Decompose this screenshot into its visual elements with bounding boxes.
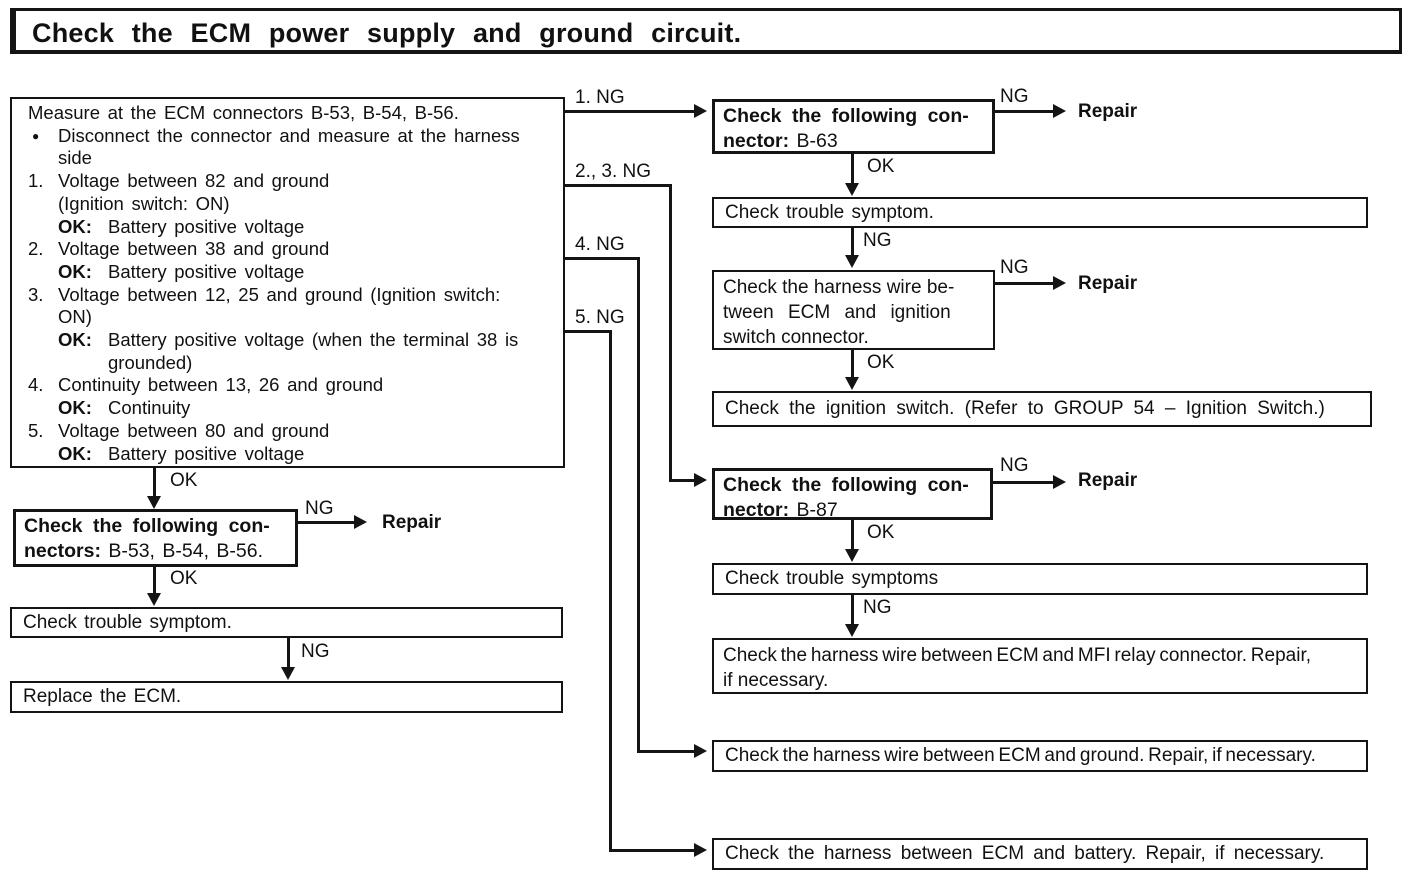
instruction-line	[12, 216, 563, 239]
arrow-down-icon	[845, 624, 859, 637]
instruction-text: Continuity between 13, 26 and ground	[58, 374, 384, 396]
flow-line	[565, 257, 640, 260]
label-ok: OK	[867, 156, 895, 177]
page-title: Check the ECM power supply and ground circuit.	[32, 18, 742, 48]
node-text: Replace the ECM.	[23, 686, 182, 707]
branch-label-2-3-ng: 2., 3. NG	[575, 161, 652, 182]
flow-line	[851, 154, 854, 185]
node-text-line: switch connector.	[723, 327, 869, 348]
node-check-trouble-symptoms	[712, 563, 1368, 595]
arrow-right-icon	[354, 515, 367, 529]
instruction-line	[12, 193, 563, 216]
instruction-line	[12, 102, 563, 125]
instruction-text: side	[58, 147, 92, 169]
flow-line	[609, 849, 696, 852]
node-text: Check the harness wire between ECM and ground. Repair, if necessary.	[725, 745, 1316, 766]
flow-line	[669, 184, 672, 482]
flow-line	[298, 521, 356, 524]
label-ng: NG	[863, 597, 892, 618]
arrow-down-icon	[147, 496, 161, 509]
node-text: Check trouble symptoms	[725, 568, 939, 589]
instruction-text: Battery positive voltage	[108, 215, 305, 237]
item-number: 5.	[28, 419, 44, 441]
label-ng: NG	[1000, 257, 1029, 278]
label-ng: NG	[301, 641, 330, 662]
node-text: Check the harness between ECM and battery. Repair, if necessary.	[725, 843, 1325, 864]
instruction-line	[12, 420, 563, 443]
node-text-line: if necessary.	[723, 670, 829, 691]
flow-line	[995, 110, 1055, 113]
instruction-line	[12, 374, 563, 397]
instruction-text: Voltage between 80 and ground	[58, 419, 330, 441]
arrow-down-icon	[845, 549, 859, 562]
arrow-right-icon	[1053, 276, 1066, 290]
item-number: 1.	[28, 170, 44, 192]
label-ok: OK	[867, 522, 895, 543]
item-number: 4.	[28, 374, 44, 396]
instruction-line	[12, 329, 563, 352]
flow-line	[851, 595, 854, 626]
ok-prefix: OK:	[58, 397, 92, 419]
arrow-right-icon	[694, 473, 707, 487]
flow-line	[995, 282, 1055, 285]
node-check-harness-mfi-relay	[712, 638, 1368, 694]
instruction-text: Battery positive voltage (when the terminal 38 is	[108, 329, 519, 351]
flow-line	[851, 520, 854, 551]
node-text-bold: nector:	[723, 499, 790, 521]
instruction-line	[12, 170, 563, 193]
flow-line	[565, 330, 612, 333]
instruction-line	[12, 261, 563, 284]
label-ok: OK	[867, 352, 895, 373]
flow-line	[637, 257, 640, 753]
flow-line	[565, 184, 672, 187]
flow-line	[669, 479, 696, 482]
instruction-text: Continuity	[108, 397, 191, 419]
node-text-rest: B-53, B-54, B-56.	[100, 540, 264, 562]
instruction-text: Measure at the ECM connectors B-53, B-54, B-56.	[28, 102, 459, 123]
node-measure-ecm-connectors	[10, 97, 565, 468]
arrow-down-icon	[845, 377, 859, 390]
arrow-right-icon	[694, 744, 707, 758]
arrow-down-icon	[281, 667, 295, 680]
label-repair: Repair	[1078, 273, 1138, 294]
flow-line	[851, 350, 854, 379]
instruction-text: Voltage between 12, 25 and ground (Ignition switch:	[58, 283, 501, 305]
node-text-bold: nector:	[723, 130, 790, 152]
label-ng: NG	[1000, 455, 1029, 476]
node-text-bold: nectors:	[24, 540, 101, 562]
branch-label-4-ng: 4. NG	[575, 234, 625, 255]
item-number: 2.	[28, 238, 44, 260]
arrow-right-icon	[694, 104, 707, 118]
label-repair: Repair	[1078, 470, 1138, 491]
instruction-line	[12, 238, 563, 261]
arrow-right-icon	[1053, 475, 1066, 489]
node-check-trouble-symptom-right	[712, 197, 1368, 228]
node-check-harness-battery	[712, 838, 1368, 870]
flow-line	[153, 567, 156, 595]
arrow-right-icon	[1053, 104, 1066, 118]
node-text-line: Check the following con-	[24, 515, 270, 537]
label-ng: NG	[305, 498, 334, 519]
instruction-text: (Ignition switch: ON)	[58, 192, 230, 214]
flow-line	[609, 330, 612, 852]
node-check-harness-ground	[712, 740, 1368, 772]
instruction-text: ON)	[58, 306, 92, 328]
flow-line	[851, 228, 854, 257]
instruction-text: Voltage between 82 and ground	[58, 170, 330, 192]
node-replace-ecm	[10, 681, 563, 713]
bullet-icon: ●	[32, 128, 40, 143]
page-title-box	[10, 8, 1402, 54]
label-ng: NG	[863, 230, 892, 251]
instruction-line	[12, 397, 563, 420]
instruction-text: Disconnect the connector and measure at the harness	[58, 124, 520, 146]
instruction-text: Voltage between 38 and ground	[58, 238, 330, 260]
instruction-text: grounded)	[108, 351, 193, 373]
instruction-line	[12, 125, 563, 148]
branch-label-5-ng: 5. NG	[575, 307, 625, 328]
flow-line	[153, 468, 156, 498]
label-ng: NG	[1000, 86, 1029, 107]
node-text-line	[24, 539, 287, 564]
node-text-line: Check the harness wire between ECM and MFI relay connector. Repair,	[723, 645, 1312, 666]
node-check-connector-b63	[712, 99, 995, 154]
ok-prefix: OK:	[58, 329, 92, 351]
node-text-line: Check the harness wire be-	[723, 277, 955, 298]
label-repair: Repair	[1078, 101, 1138, 122]
branch-label-1-ng: 1. NG	[575, 87, 625, 108]
arrow-right-icon	[694, 843, 707, 857]
node-check-connector-b87	[712, 468, 993, 520]
instruction-line	[12, 352, 563, 375]
node-text-rest: B-87	[789, 499, 838, 521]
instruction-line	[12, 147, 563, 170]
flow-line	[993, 481, 1055, 484]
flow-line	[637, 750, 696, 753]
ok-prefix: OK:	[58, 215, 92, 237]
arrow-down-icon	[845, 183, 859, 196]
label-ok: OK	[170, 568, 198, 589]
instruction-line	[12, 284, 563, 307]
node-check-harness-ecm-ignition	[712, 270, 995, 350]
ok-prefix: OK:	[58, 442, 92, 464]
node-text-line: Check the following con-	[723, 105, 969, 127]
node-text-rest: B-63	[789, 130, 838, 152]
instruction-text: Battery positive voltage	[108, 442, 305, 464]
node-text: Check trouble symptom.	[23, 611, 232, 633]
instruction-line	[12, 306, 563, 329]
label-ok: OK	[170, 470, 198, 491]
instruction-line	[12, 443, 563, 466]
node-check-trouble-symptom-left	[10, 607, 563, 638]
arrow-down-icon	[147, 593, 161, 606]
node-text-line: tween ECM and ignition	[723, 302, 951, 323]
instruction-text: Battery positive voltage	[108, 260, 305, 282]
ok-prefix: OK:	[58, 260, 92, 282]
label-repair: Repair	[382, 512, 442, 533]
node-text: Check the ignition switch. (Refer to GROUP 54 – Ignition Switch.)	[725, 398, 1325, 419]
item-number: 3.	[28, 283, 44, 305]
node-check-ignition-switch	[712, 391, 1372, 427]
node-text: Check trouble symptom.	[725, 201, 934, 223]
node-check-connectors-b53-b54-b56	[13, 509, 298, 567]
node-text-line: Check the following con-	[723, 474, 969, 496]
flow-line	[565, 110, 696, 113]
flow-line	[287, 638, 290, 669]
arrow-down-icon	[845, 255, 859, 268]
node-text-line	[723, 129, 984, 154]
